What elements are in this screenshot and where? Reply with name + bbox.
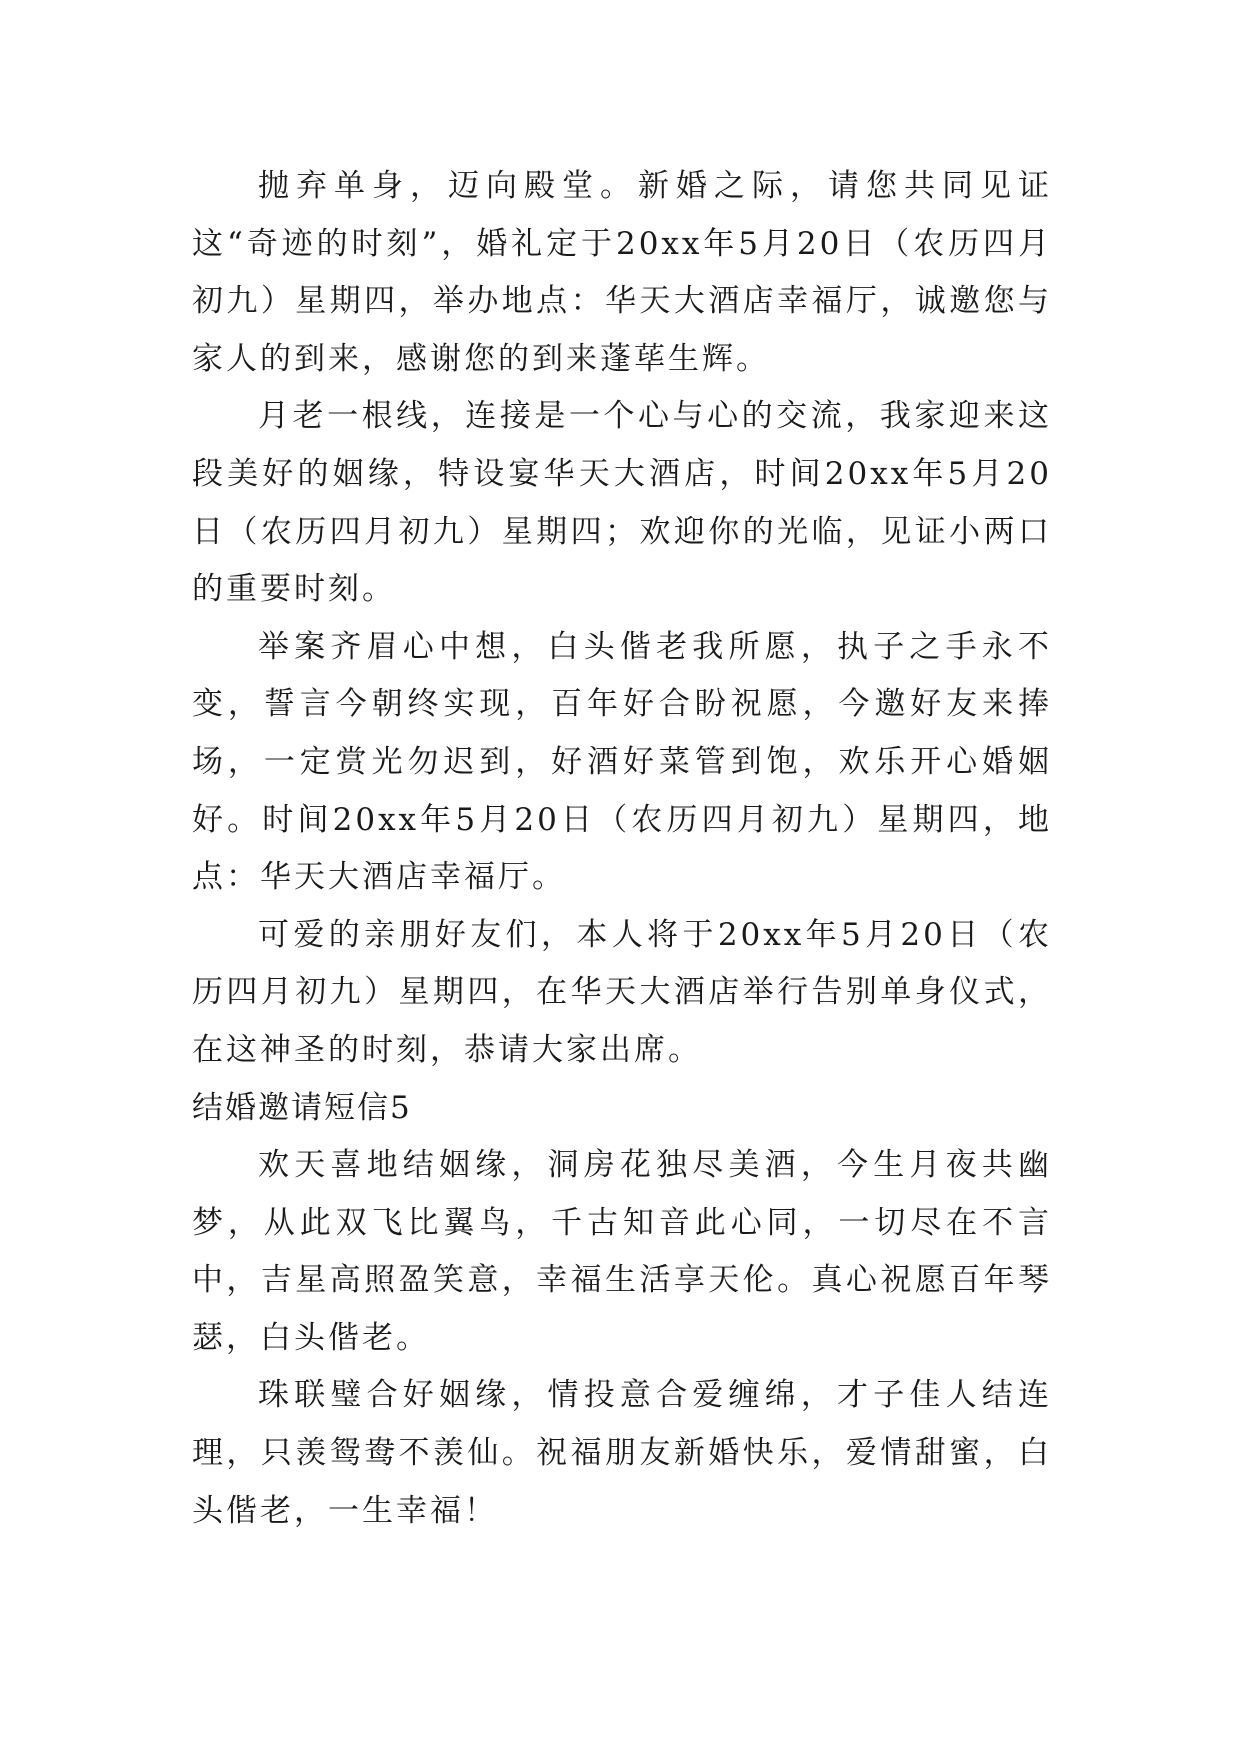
paragraph-blessing-1: 欢天喜地结姻缘，洞房花独尽美酒，今生月夜共幽梦，从此双飞比翼鸟，千古知音此心同，一切尽在不言中，吉星高照盈笑意，幸福生活享天伦。真心祝愿百年琴瑟，白头偕老。 [192, 1147, 1052, 1356]
paragraph-invitation-3: 举案齐眉心中想，白头偕老我所愿，执子之手永不变，誓言今朝终实现，百年好合盼祝愿，今邀好友来捧场，一定赏光勿迟到，好酒好菜管到饱，欢乐开心婚姻好。时间20xx年5月20日（农历四月初九）星期四，地点：华天大酒店幸福厅。 [192, 628, 1052, 896]
paragraph-invitation-1: 抛弃单身，迈向殿堂。新婚之际，请您共同见证这“奇迹的时刻”，婚礼定于20xx年5月20日（农历四月初九）星期四，举办地点：华天大酒店幸福厅，诚邀您与家人的到来，感谢您的到来蓬荜生辉。 [192, 168, 1052, 377]
section-heading: 结婚邀请短信5 [192, 1089, 412, 1126]
paragraph-invitation-4: 可爱的亲朋好友们，本人将于20xx年5月20日（农历四月初九）星期四，在华天大酒店举行告别单身仪式，在这神圣的时刻，恭请大家出席。 [192, 916, 1052, 1068]
paragraph-invitation-2: 月老一根线，连接是一个心与心的交流，我家迎来这段美好的姻缘，特设宴华天大酒店，时间20xx年5月20日（农历四月初九）星期四；欢迎你的光临，见证小两口的重要时刻。 [192, 398, 1052, 608]
paragraph-blessing-2: 珠联璧合好姻缘，情投意合爱缠绵，才子佳人结连理，只羡鸳鸯不羡仙。祝福朋友新婚快乐，爱情甜蜜，白头偕老，一生幸福！ [192, 1377, 1052, 1529]
document-body [192, 158, 1052, 1540]
